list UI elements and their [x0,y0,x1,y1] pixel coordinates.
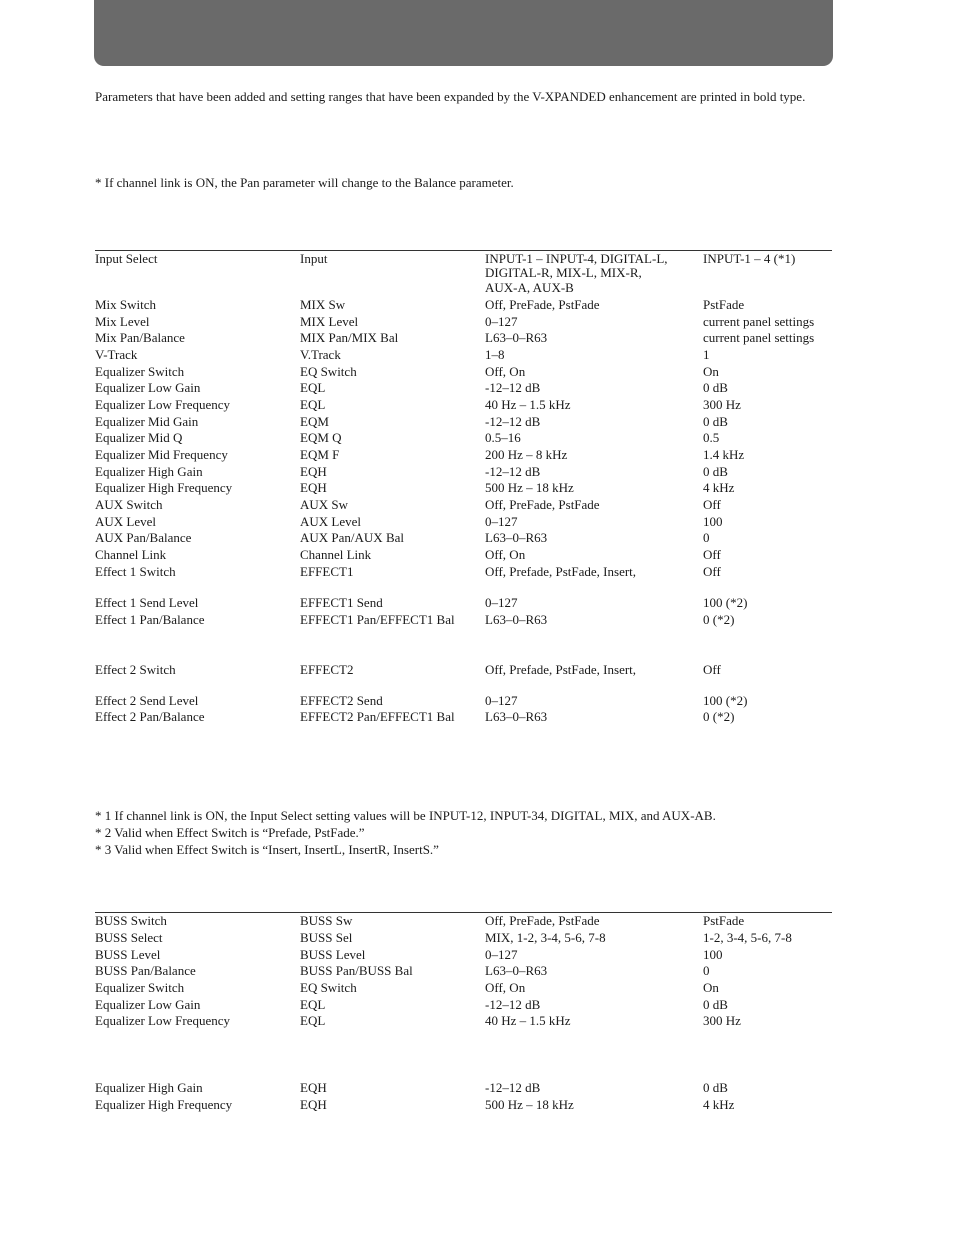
parameter-name: Mix Switch [95,297,157,312]
display-name: EQM F [300,447,340,462]
value-range: INPUT-1 – INPUT-4, DIGITAL-L, [485,251,668,266]
display-name: EFFECT1 [300,564,354,579]
default-value: 0 dB [703,380,728,395]
parameter-name: Input Select [95,251,158,266]
value-range: Off, PreFade, PstFade [485,497,600,512]
default-value: 0.5 [703,430,720,445]
value-range: DIGITAL-R, MIX-L, MIX-R, [485,265,642,280]
display-name: MIX Level [300,314,359,329]
parameter-name: Channel Link [95,547,167,562]
pan-balance-note: * If channel link is ON, the Pan parameter will change to the Balance parameter. [95,175,514,190]
default-value: 0 dB [703,464,728,479]
display-name: EQH [300,480,327,495]
default-value: 0 (*2) [703,709,735,724]
parameter-name: Equalizer Low Frequency [95,397,231,412]
default-value: 100 (*2) [703,693,748,708]
default-value: 4 kHz [703,1097,735,1112]
default-value: Off [703,662,721,677]
value-range: -12–12 dB [485,464,541,479]
default-value: 100 [703,947,723,962]
value-range: 0–127 [485,514,518,529]
parameter-name: V-Track [95,347,138,362]
parameter-name: Effect 2 Switch [95,662,176,677]
parameter-name: Mix Level [95,314,150,329]
parameter-name: BUSS Level [95,947,161,962]
value-range: Off, Prefade, PstFade, Insert, [485,564,637,579]
parameter-name: Equalizer Switch [95,980,185,995]
display-name: MIX Sw [300,297,346,312]
parameter-name: Effect 2 Pan/Balance [95,709,205,724]
display-name: EQM Q [300,430,342,445]
display-name: EFFECT1 Pan/EFFECT1 Bal [300,612,455,627]
value-range: -12–12 dB [485,997,541,1012]
parameter-name: Equalizer Low Frequency [95,1013,231,1028]
parameter-name: AUX Pan/Balance [95,530,192,545]
header-bar [94,0,833,66]
default-value: Off [703,564,721,579]
display-name: EQM [300,414,329,429]
value-range: Off, PreFade, PstFade [485,297,600,312]
display-name: EQ Switch [300,980,357,995]
value-range: L63–0–R63 [485,963,548,978]
value-range: -12–12 dB [485,380,541,395]
parameter-name: Mix Pan/Balance [95,330,185,345]
display-name: EFFECT1 Send [300,595,383,610]
value-range: Off, Prefade, PstFade, Insert, [485,662,637,677]
default-value: 100 [703,514,723,529]
display-name: AUX Level [300,514,362,529]
display-name: EQH [300,1080,327,1095]
value-range: 500 Hz – 18 kHz [485,480,574,495]
parameter-name: BUSS Pan/Balance [95,963,196,978]
default-value: 100 (*2) [703,595,748,610]
value-range: 40 Hz – 1.5 kHz [485,397,571,412]
default-value: 0 dB [703,997,728,1012]
value-range: L63–0–R63 [485,709,548,724]
value-range: 200 Hz – 8 kHz [485,447,568,462]
default-value: 1.4 kHz [703,447,745,462]
parameter-name: BUSS Select [95,930,163,945]
default-value: 0 (*2) [703,612,735,627]
parameter-name: Equalizer Mid Frequency [95,447,228,462]
default-value: 0 dB [703,414,728,429]
parameter-name: Effect 1 Pan/Balance [95,612,205,627]
default-value: current panel settings [703,314,815,329]
value-range: -12–12 dB [485,414,541,429]
display-name: AUX Sw [300,497,349,512]
footnote-1: * 1 If channel link is ON, the Input Select setting values will be INPUT-12, INPUT-34, DIGITAL, MIX, and AUX-AB. [95,808,716,823]
display-name: EFFECT2 Send [300,693,383,708]
display-name: EFFECT2 [300,662,354,677]
display-name: BUSS Sel [300,930,353,945]
default-value: 300 Hz [703,1013,741,1028]
display-name: EQL [300,997,326,1012]
parameter-name: AUX Level [95,514,157,529]
display-name: EQL [300,1013,326,1028]
display-name: EQL [300,397,326,412]
value-range: 0.5–16 [485,430,521,445]
parameter-name: Effect 1 Switch [95,564,176,579]
default-value: 1-2, 3-4, 5-6, 7-8 [703,930,792,945]
display-name: Channel Link [300,547,372,562]
default-value: 0 dB [703,1080,728,1095]
parameter-name: Equalizer High Gain [95,1080,203,1095]
value-range: 500 Hz – 18 kHz [485,1097,574,1112]
default-value: 0 [703,530,710,545]
value-range: MIX, 1-2, 3-4, 5-6, 7-8 [485,930,606,945]
default-value: PstFade [703,913,745,928]
parameter-name: Effect 1 Send Level [95,595,199,610]
display-name: AUX Pan/AUX Bal [300,530,404,545]
default-value: Off [703,547,721,562]
parameter-name: Equalizer Low Gain [95,997,201,1012]
parameter-name: Effect 2 Send Level [95,693,199,708]
default-value: INPUT-1 – 4 (*1) [703,251,796,266]
display-name: EFFECT2 Pan/EFFECT1 Bal [300,709,455,724]
default-value: 1 [703,347,710,362]
display-name: BUSS Pan/BUSS Bal [300,963,413,978]
value-range: AUX-A, AUX-B [485,280,574,295]
default-value: Off [703,497,721,512]
value-range: 0–127 [485,595,518,610]
footnote-3: * 3 Valid when Effect Switch is “Insert, InsertL, InsertR, InsertS.” [95,842,439,857]
default-value: On [703,980,719,995]
value-range: Off, On [485,980,526,995]
display-name: EQH [300,464,327,479]
display-name: EQL [300,380,326,395]
value-range: 0–127 [485,693,518,708]
parameter-name: Equalizer Mid Q [95,430,183,445]
parameter-name: Equalizer High Frequency [95,480,233,495]
default-value: 0 [703,963,710,978]
value-range: -12–12 dB [485,1080,541,1095]
value-range: 1–8 [485,347,505,362]
parameter-name: Equalizer Mid Gain [95,414,199,429]
default-value: current panel settings [703,330,815,345]
display-name: EQ Switch [300,364,357,379]
display-name: V.Track [300,347,341,362]
parameter-name: Equalizer Low Gain [95,380,201,395]
default-value: PstFade [703,297,745,312]
display-name: Input [300,251,328,266]
intro-text: Parameters that have been added and setting ranges that have been expanded by the V-XPANDED enhancement are printed in bold type. [95,89,806,104]
parameter-name: BUSS Switch [95,913,167,928]
value-range: Off, On [485,547,526,562]
value-range: L63–0–R63 [485,530,548,545]
display-name: EQH [300,1097,327,1112]
value-range: Off, PreFade, PstFade [485,913,600,928]
default-value: 300 Hz [703,397,741,412]
parameter-name: Equalizer High Frequency [95,1097,233,1112]
display-name: BUSS Level [300,947,366,962]
parameter-name: Equalizer High Gain [95,464,203,479]
footnote-2: * 2 Valid when Effect Switch is “Prefade, PstFade.” [95,825,365,840]
value-range: Off, On [485,364,526,379]
default-value: 4 kHz [703,480,735,495]
parameter-name: AUX Switch [95,497,163,512]
value-range: 40 Hz – 1.5 kHz [485,1013,571,1028]
value-range: 0–127 [485,314,518,329]
value-range: L63–0–R63 [485,330,548,345]
default-value: On [703,364,719,379]
value-range: 0–127 [485,947,518,962]
display-name: MIX Pan/MIX Bal [300,330,399,345]
parameter-name: Equalizer Switch [95,364,185,379]
display-name: BUSS Sw [300,913,353,928]
value-range: L63–0–R63 [485,612,548,627]
